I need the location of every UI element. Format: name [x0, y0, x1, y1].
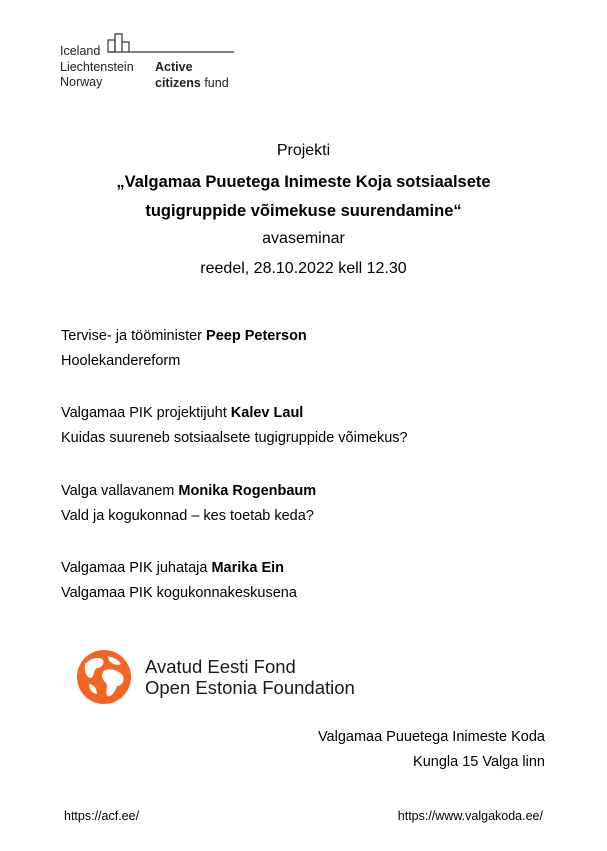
speaker-role: Valgamaa PIK juhataja — [61, 560, 212, 576]
country-liechtenstein: Liechtenstein — [60, 59, 134, 74]
acf-active-word: Active — [155, 60, 193, 74]
speaker-role: Valgamaa PIK projektijuht — [61, 405, 231, 421]
country-iceland: Iceland — [60, 44, 101, 58]
speaker-3-topic: Vald ja kogukonnad – kes toetab keda? — [61, 508, 314, 524]
event-date-time: reedel, 28.10.2022 kell 12.30 — [200, 260, 407, 277]
speaker-2-topic: Kuidas suureneb sotsiaalsete tugigruppide võimekus? — [61, 430, 408, 446]
speaker-name: Peep Peterson — [206, 328, 307, 344]
active-citizens-fund-logo — [60, 30, 240, 100]
project-title-line1: „Valgamaa Puuetega Inimeste Koja sotsiaalsete — [116, 173, 491, 191]
acf-citizens-word: citizens — [155, 75, 201, 90]
footer-left-link[interactable]: https://acf.ee/ — [64, 809, 140, 823]
project-label: Projekti — [276, 142, 331, 159]
globe-icon — [75, 648, 133, 706]
open-estonia-foundation-logo — [75, 648, 375, 708]
speaker-1-line — [61, 328, 307, 344]
speaker-role: Valga vallavanem — [61, 483, 179, 499]
oef-name-estonian: Avatud Eesti Fond — [145, 656, 296, 677]
speaker-4-line — [61, 560, 284, 576]
acf-fund-name — [155, 60, 229, 91]
oef-name — [145, 656, 355, 698]
project-title-line2: tugigruppide võimekuse suurendamine“ — [145, 202, 462, 220]
acf-fund-word: fund — [200, 75, 229, 90]
speaker-name: Marika Ein — [211, 560, 284, 576]
speaker-3-line — [61, 483, 316, 499]
oef-name-english: Open Estonia Foundation — [145, 677, 355, 698]
event-type: avaseminar — [262, 230, 345, 247]
speaker-name: Kalev Laul — [230, 405, 304, 421]
country-norway: Norway — [60, 75, 103, 89]
speaker-2-line — [61, 405, 303, 421]
organizer-name: Valgamaa Puuetega Inimeste Koda — [317, 729, 545, 745]
speaker-name: Monika Rogenbaum — [178, 483, 317, 499]
footer-right-link[interactable]: https://www.valgakoda.ee/ — [397, 809, 543, 823]
speaker-4-topic: Valgamaa PIK kogukonnakeskusena — [61, 585, 297, 601]
speaker-role: Tervise- ja tööminister — [61, 328, 207, 344]
speaker-1-topic: Hoolekandereform — [61, 353, 181, 369]
acf-countries — [60, 44, 134, 91]
organizer-address: Kungla 15 Valga linn — [413, 754, 545, 770]
